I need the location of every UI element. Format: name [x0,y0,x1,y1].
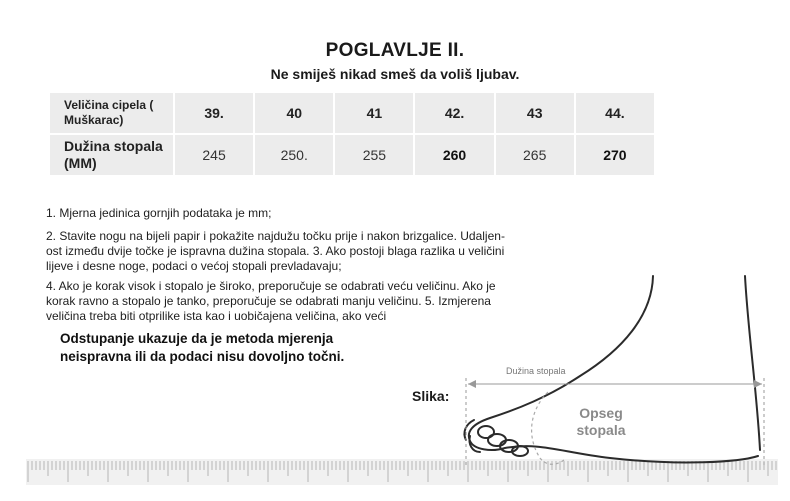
shoe-size-cell: 39. [175,93,253,133]
note-2-line-2: ost između dvije točke je ispravna dužina stopala. 3. Ako postoji blaga razlika u veličini [46,244,505,258]
foot-length-cell: 255 [335,135,413,175]
chapter-subtitle: Ne smiješ nikad smeš da voliš ljubav. [270,66,520,82]
circumference-arc-icon [532,392,564,464]
shoe-size-cell: 44. [576,93,654,133]
note-4-line-3: veličina treba biti otprilike ista kao i uobičajena veličina, ako veći [46,309,387,323]
note-1: 1. Mjerna jedinica gornjih podataka je mm; [46,206,272,220]
circumference-line-1: Opseg [579,405,623,421]
foot-length-cell: 250. [255,135,333,175]
shoe-size-cell: 42. [415,93,493,133]
note-4-line-1: 4. Ako je korak visok i stopalo je široko, preporučuje se odabrati veću veličinu. Ako je [46,279,496,293]
row-label-foot-length: Dužina stopala (MM) [50,135,173,175]
shoe-size-cell: 43 [496,93,574,133]
circumference-line-2: stopala [576,422,626,438]
chapter-title: POGLAVLJE II. [325,40,465,61]
note-4-line-2: korak ravno a stopalo je tanko, preporučuje se odabrati manju veličinu. 5. Izmjerena [46,294,491,308]
warning-line-2: neispravna ili da podaci nisu dovoljno točni. [60,349,345,364]
foot-length-cell: 265 [496,135,574,175]
foot-length-label: Dužina stopala [506,366,566,376]
warning-line-1: Odstupanje ukazuje da je metoda mjerenja [60,331,334,346]
foot-circumference-label [566,405,636,439]
note-2-line-3: lijeve i desne noge, podaci o većoj stopali prevladavaju; [46,259,342,273]
shoe-size-cell: 41 [335,93,413,133]
figure-label: Slika: [412,388,450,404]
shoe-size-cell: 40 [255,93,333,133]
foot-length-cell: 245 [175,135,253,175]
foot-length-cell: 270 [576,135,654,175]
note-2-line-1: 2. Stavite nogu na bijeli papir i pokažite najdužu točku prije i nakon brizgalice. Udaljen- [46,229,505,243]
row-label-shoe-size: Veličina cipela ( Muškarac) [50,93,173,133]
foot-length-cell: 260 [415,135,493,175]
